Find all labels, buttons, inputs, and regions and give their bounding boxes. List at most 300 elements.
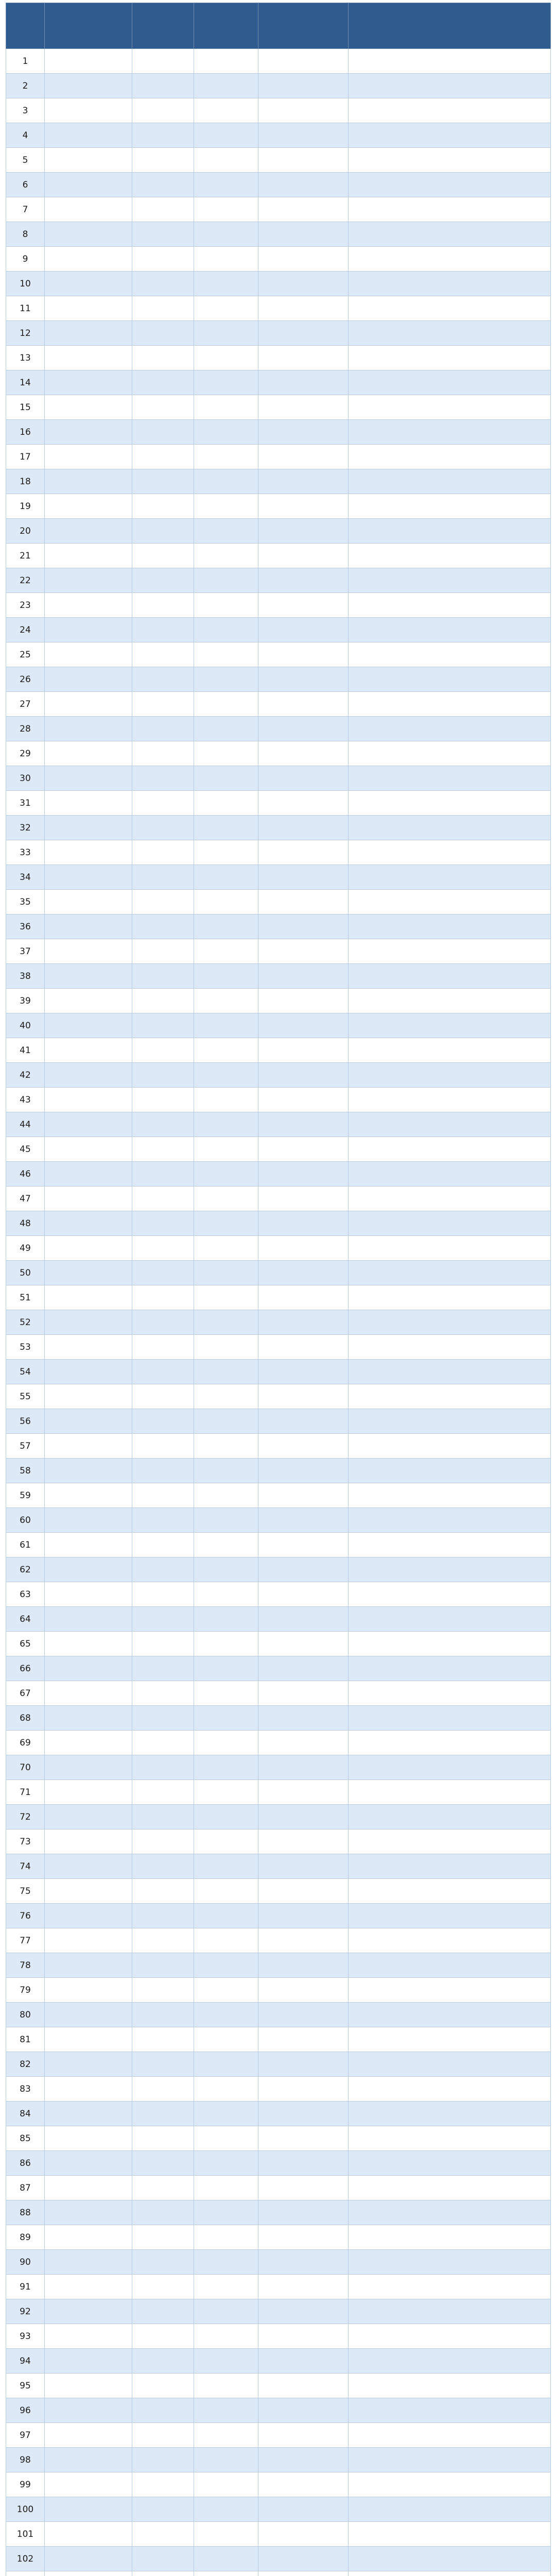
- table-row[interactable]: [6, 321, 551, 346]
- cell-fee-category: [194, 1854, 258, 1879]
- cell-space-count: [132, 2200, 194, 2225]
- cell-index: 62: [6, 1557, 45, 1582]
- table-row[interactable]: [6, 1409, 551, 1434]
- cell-space-count: [132, 791, 194, 816]
- table-row[interactable]: [6, 865, 551, 890]
- table-row[interactable]: [6, 2423, 551, 2448]
- cell-turnover-rate: [258, 1409, 349, 1434]
- cell-note: [349, 939, 551, 964]
- cell-index: 56: [6, 1409, 45, 1434]
- table-row[interactable]: [6, 74, 551, 98]
- table-row[interactable]: [6, 2547, 551, 2571]
- table-row[interactable]: [6, 1335, 551, 1360]
- cell-fee-category: [194, 1829, 258, 1854]
- table-row[interactable]: [6, 1038, 551, 1063]
- table-row[interactable]: [6, 1953, 551, 1978]
- table-row[interactable]: [6, 692, 551, 717]
- table-row[interactable]: [6, 1607, 551, 1632]
- table-row[interactable]: [6, 1706, 551, 1731]
- table-row[interactable]: [6, 1755, 551, 1780]
- table-row[interactable]: [6, 1187, 551, 1211]
- table-row[interactable]: [6, 989, 551, 1013]
- cell-space-count: [132, 1459, 194, 1483]
- cell-turnover-rate: [258, 2547, 349, 2571]
- cell-space-count: [132, 1088, 194, 1112]
- cell-space-count: [132, 2077, 194, 2102]
- cell-lot-name: [45, 2250, 132, 2275]
- header-fee-category[interactable]: [194, 3, 258, 49]
- cell-turnover-rate: [258, 2448, 349, 2472]
- cell-index: 55: [6, 1384, 45, 1409]
- cell-space-count: [132, 544, 194, 568]
- table-row[interactable]: [6, 469, 551, 494]
- table-row[interactable]: [6, 2497, 551, 2522]
- cell-index: 37: [6, 939, 45, 964]
- cell-lot-name: [45, 1632, 132, 1656]
- cell-fee-category: [194, 321, 258, 346]
- cell-space-count: [132, 1483, 194, 1508]
- table-row[interactable]: [6, 1285, 551, 1310]
- cell-lot-name: [45, 1459, 132, 1483]
- cell-turnover-rate: [258, 2299, 349, 2324]
- cell-fee-category: [194, 544, 258, 568]
- table-header-row: [6, 3, 551, 49]
- cell-turnover-rate: [258, 346, 349, 370]
- table-row[interactable]: [6, 2027, 551, 2052]
- table-row[interactable]: [6, 766, 551, 791]
- cell-turnover-rate: [258, 519, 349, 544]
- cell-lot-name: [45, 2398, 132, 2423]
- table-row[interactable]: [6, 395, 551, 420]
- cell-note: [349, 692, 551, 717]
- table-row[interactable]: [6, 1112, 551, 1137]
- table-row[interactable]: [6, 1829, 551, 1854]
- cell-lot-name: [45, 1533, 132, 1557]
- cell-turnover-rate: [258, 1607, 349, 1632]
- cell-turnover-rate: [258, 1038, 349, 1063]
- cell-index: 1: [6, 49, 45, 74]
- cell-turnover-rate: [258, 618, 349, 642]
- cell-index: 3: [6, 98, 45, 123]
- cell-turnover-rate: [258, 222, 349, 247]
- cell-turnover-rate: [258, 74, 349, 98]
- cell-index: 86: [6, 2151, 45, 2176]
- table-row[interactable]: [6, 2200, 551, 2225]
- cell-lot-name: [45, 1112, 132, 1137]
- table-row[interactable]: [6, 296, 551, 321]
- table-row[interactable]: [6, 1731, 551, 1755]
- table-row[interactable]: [6, 1063, 551, 1088]
- cell-turnover-rate: [258, 2275, 349, 2299]
- cell-index: 49: [6, 1236, 45, 1261]
- table-row[interactable]: [6, 1483, 551, 1508]
- cell-note: [349, 642, 551, 667]
- table-row[interactable]: [6, 1780, 551, 1805]
- cell-space-count: [132, 1780, 194, 1805]
- cell-note: [349, 1310, 551, 1335]
- cell-lot-name: [45, 272, 132, 296]
- table-row[interactable]: [6, 1854, 551, 1879]
- cell-fee-category: [194, 296, 258, 321]
- table-row[interactable]: [6, 1384, 551, 1409]
- table-row[interactable]: [6, 2299, 551, 2324]
- parking-rate-sheet: [6, 3, 550, 2576]
- table-row[interactable]: [6, 2102, 551, 2126]
- cell-lot-name: [45, 1978, 132, 2003]
- cell-index: 8: [6, 222, 45, 247]
- table-row[interactable]: [6, 1632, 551, 1656]
- cell-fee-category: [194, 1706, 258, 1731]
- cell-lot-name: [45, 222, 132, 247]
- table-row[interactable]: [6, 346, 551, 370]
- cell-lot-name: [45, 2225, 132, 2250]
- cell-lot-name: [45, 1854, 132, 1879]
- cell-index: 39: [6, 989, 45, 1013]
- table-row[interactable]: [6, 2250, 551, 2275]
- table-row[interactable]: [6, 2176, 551, 2200]
- table-row[interactable]: [6, 1904, 551, 1928]
- header-index[interactable]: [6, 3, 45, 49]
- cell-fee-category: [194, 2398, 258, 2423]
- table-row[interactable]: [6, 1236, 551, 1261]
- cell-turnover-rate: [258, 1384, 349, 1409]
- cell-index: 23: [6, 593, 45, 618]
- table-row[interactable]: [6, 2275, 551, 2299]
- table-row[interactable]: [6, 2571, 551, 2576]
- cell-space-count: [132, 2225, 194, 2250]
- cell-index: 25: [6, 642, 45, 667]
- cell-note: [349, 2027, 551, 2052]
- cell-index: 76: [6, 1904, 45, 1928]
- cell-index: 5: [6, 148, 45, 173]
- table-row[interactable]: [6, 173, 551, 197]
- table-row[interactable]: [6, 1434, 551, 1459]
- cell-fee-category: [194, 1137, 258, 1162]
- parking-table: [6, 3, 551, 2576]
- cell-turnover-rate: [258, 766, 349, 791]
- cell-fee-category: [194, 1681, 258, 1706]
- cell-turnover-rate: [258, 1310, 349, 1335]
- table-row[interactable]: [6, 667, 551, 692]
- table-row[interactable]: [6, 2374, 551, 2398]
- table-row[interactable]: [6, 593, 551, 618]
- table-row[interactable]: [6, 618, 551, 642]
- cell-fee-category: [194, 1731, 258, 1755]
- cell-turnover-rate: [258, 2077, 349, 2102]
- table-row[interactable]: [6, 544, 551, 568]
- cell-index: 4: [6, 123, 45, 148]
- cell-space-count: [132, 197, 194, 222]
- cell-space-count: [132, 1632, 194, 1656]
- table-row[interactable]: [6, 2225, 551, 2250]
- cell-note: [349, 1112, 551, 1137]
- table-row[interactable]: [6, 1582, 551, 1607]
- table-row[interactable]: [6, 1088, 551, 1112]
- cell-index: 82: [6, 2052, 45, 2077]
- table-row[interactable]: [6, 791, 551, 816]
- cell-space-count: [132, 2052, 194, 2077]
- cell-fee-category: [194, 1384, 258, 1409]
- cell-turnover-rate: [258, 1459, 349, 1483]
- cell-space-count: [132, 1731, 194, 1755]
- table-row[interactable]: [6, 370, 551, 395]
- table-row[interactable]: [6, 1137, 551, 1162]
- cell-space-count: [132, 1706, 194, 1731]
- cell-turnover-rate: [258, 2250, 349, 2275]
- cell-note: [349, 1706, 551, 1731]
- cell-space-count: [132, 1508, 194, 1533]
- table-row[interactable]: [6, 49, 551, 74]
- cell-fee-category: [194, 568, 258, 593]
- cell-lot-name: [45, 1137, 132, 1162]
- table-row[interactable]: [6, 2003, 551, 2027]
- cell-note: [349, 2052, 551, 2077]
- cell-index: 96: [6, 2398, 45, 2423]
- cell-lot-name: [45, 1755, 132, 1780]
- cell-fee-category: [194, 989, 258, 1013]
- cell-turnover-rate: [258, 395, 349, 420]
- cell-fee-category: [194, 272, 258, 296]
- cell-space-count: [132, 1310, 194, 1335]
- cell-space-count: [132, 1236, 194, 1261]
- cell-space-count: [132, 2324, 194, 2349]
- table-row[interactable]: [6, 1360, 551, 1384]
- table-row[interactable]: [6, 964, 551, 989]
- cell-lot-name: [45, 1656, 132, 1681]
- cell-note: [349, 445, 551, 469]
- cell-note: [349, 741, 551, 766]
- table-row[interactable]: [6, 2472, 551, 2497]
- table-row[interactable]: [6, 2126, 551, 2151]
- table-row[interactable]: [6, 2151, 551, 2176]
- cell-note: [349, 1780, 551, 1805]
- cell-note: [349, 395, 551, 420]
- table-row[interactable]: [6, 1261, 551, 1285]
- table-row[interactable]: [6, 568, 551, 593]
- cell-note: [349, 1508, 551, 1533]
- cell-note: [349, 1879, 551, 1904]
- table-row[interactable]: [6, 222, 551, 247]
- cell-index: 57: [6, 1434, 45, 1459]
- cell-turnover-rate: [258, 1854, 349, 1879]
- cell-lot-name: [45, 840, 132, 865]
- cell-fee-category: [194, 717, 258, 741]
- header-turnover-rate[interactable]: [258, 3, 349, 49]
- cell-turnover-rate: [258, 939, 349, 964]
- cell-lot-name: [45, 568, 132, 593]
- cell-fee-category: [194, 2324, 258, 2349]
- table-row[interactable]: [6, 840, 551, 865]
- cell-fee-category: [194, 74, 258, 98]
- cell-space-count: [132, 1978, 194, 2003]
- cell-turnover-rate: [258, 2324, 349, 2349]
- cell-space-count: [132, 914, 194, 939]
- table-row[interactable]: [6, 2522, 551, 2547]
- table-row[interactable]: [6, 741, 551, 766]
- cell-index: 101: [6, 2522, 45, 2547]
- table-row[interactable]: [6, 98, 551, 123]
- cell-space-count: [132, 1360, 194, 1384]
- table-row[interactable]: [6, 1013, 551, 1038]
- cell-fee-category: [194, 642, 258, 667]
- cell-lot-name: [45, 469, 132, 494]
- table-row[interactable]: [6, 197, 551, 222]
- table-row[interactable]: [6, 1459, 551, 1483]
- cell-index: 22: [6, 568, 45, 593]
- cell-space-count: [132, 494, 194, 519]
- cell-note: [349, 593, 551, 618]
- cell-note: [349, 2398, 551, 2423]
- table-row[interactable]: [6, 1978, 551, 2003]
- cell-lot-name: [45, 692, 132, 717]
- cell-turnover-rate: [258, 1533, 349, 1557]
- cell-lot-name: [45, 2126, 132, 2151]
- cell-note: [349, 148, 551, 173]
- cell-lot-name: [45, 2448, 132, 2472]
- header-note[interactable]: [349, 3, 551, 49]
- header-space-count[interactable]: [132, 3, 194, 49]
- table-row[interactable]: [6, 1557, 551, 1582]
- cell-note: [349, 568, 551, 593]
- cell-note: [349, 2497, 551, 2522]
- table-row[interactable]: [6, 2077, 551, 2102]
- cell-index: 79: [6, 1978, 45, 2003]
- cell-note: [349, 791, 551, 816]
- cell-lot-name: [45, 148, 132, 173]
- table-row[interactable]: [6, 1805, 551, 1829]
- cell-lot-name: [45, 445, 132, 469]
- cell-index: 77: [6, 1928, 45, 1953]
- header-lot-name[interactable]: [45, 3, 132, 49]
- cell-space-count: [132, 1038, 194, 1063]
- cell-index: 72: [6, 1805, 45, 1829]
- cell-turnover-rate: [258, 791, 349, 816]
- table-row[interactable]: [6, 272, 551, 296]
- cell-fee-category: [194, 2448, 258, 2472]
- cell-index: 34: [6, 865, 45, 890]
- cell-index: 83: [6, 2077, 45, 2102]
- cell-index: 50: [6, 1261, 45, 1285]
- table-row[interactable]: [6, 1656, 551, 1681]
- cell-turnover-rate: [258, 2176, 349, 2200]
- table-row[interactable]: [6, 2052, 551, 2077]
- cell-space-count: [132, 1953, 194, 1978]
- cell-turnover-rate: [258, 692, 349, 717]
- table-row[interactable]: [6, 1211, 551, 1236]
- cell-fee-category: [194, 98, 258, 123]
- table-row[interactable]: [6, 420, 551, 445]
- cell-space-count: [132, 989, 194, 1013]
- table-row[interactable]: [6, 2398, 551, 2423]
- cell-note: [349, 1434, 551, 1459]
- cell-space-count: [132, 2497, 194, 2522]
- cell-lot-name: [45, 964, 132, 989]
- cell-lot-name: [45, 2472, 132, 2497]
- cell-fee-category: [194, 1013, 258, 1038]
- cell-space-count: [132, 1582, 194, 1607]
- cell-lot-name: [45, 865, 132, 890]
- table-row[interactable]: [6, 890, 551, 914]
- cell-note: [349, 370, 551, 395]
- cell-index: [6, 2571, 45, 2576]
- cell-fee-category: [194, 1335, 258, 1360]
- cell-turnover-rate: [258, 816, 349, 840]
- cell-index: 26: [6, 667, 45, 692]
- table-row[interactable]: [6, 494, 551, 519]
- cell-turnover-rate: [258, 1088, 349, 1112]
- cell-lot-name: [45, 2200, 132, 2225]
- table-row[interactable]: [6, 1879, 551, 1904]
- cell-space-count: [132, 1854, 194, 1879]
- cell-fee-category: [194, 2200, 258, 2225]
- table-row[interactable]: [6, 1533, 551, 1557]
- table-row[interactable]: [6, 1928, 551, 1953]
- cell-space-count: [132, 2398, 194, 2423]
- cell-lot-name: [45, 2299, 132, 2324]
- table-row[interactable]: [6, 1681, 551, 1706]
- table-row[interactable]: [6, 914, 551, 939]
- cell-note: [349, 2547, 551, 2571]
- cell-turnover-rate: [258, 1211, 349, 1236]
- cell-fee-category: [194, 1904, 258, 1928]
- cell-note: [349, 346, 551, 370]
- cell-space-count: [132, 692, 194, 717]
- cell-note: [349, 2250, 551, 2275]
- cell-space-count: [132, 642, 194, 667]
- table-row[interactable]: [6, 123, 551, 148]
- table-row[interactable]: [6, 519, 551, 544]
- table-row[interactable]: [6, 717, 551, 741]
- table-row[interactable]: [6, 2448, 551, 2472]
- table-row[interactable]: [6, 642, 551, 667]
- table-row[interactable]: [6, 2324, 551, 2349]
- table-row[interactable]: [6, 1310, 551, 1335]
- cell-fee-category: [194, 2571, 258, 2576]
- table-row[interactable]: [6, 1162, 551, 1187]
- table-row[interactable]: [6, 445, 551, 469]
- table-row[interactable]: [6, 247, 551, 272]
- table-row[interactable]: [6, 2349, 551, 2374]
- cell-lot-name: [45, 1409, 132, 1434]
- cell-lot-name: [45, 2003, 132, 2027]
- cell-space-count: [132, 445, 194, 469]
- cell-fee-category: [194, 2547, 258, 2571]
- cell-turnover-rate: [258, 2398, 349, 2423]
- cell-lot-name: [45, 1607, 132, 1632]
- cell-space-count: [132, 222, 194, 247]
- cell-note: [349, 1137, 551, 1162]
- cell-turnover-rate: [258, 2003, 349, 2027]
- cell-lot-name: [45, 1780, 132, 1805]
- table-row[interactable]: [6, 939, 551, 964]
- cell-lot-name: [45, 1261, 132, 1285]
- cell-turnover-rate: [258, 1681, 349, 1706]
- cell-space-count: [132, 1063, 194, 1088]
- cell-note: [349, 296, 551, 321]
- cell-note: [349, 420, 551, 445]
- cell-index: 41: [6, 1038, 45, 1063]
- cell-note: [349, 1904, 551, 1928]
- cell-fee-category: [194, 1805, 258, 1829]
- table-row[interactable]: [6, 148, 551, 173]
- cell-index: 75: [6, 1879, 45, 1904]
- table-row[interactable]: [6, 1508, 551, 1533]
- table-row[interactable]: [6, 816, 551, 840]
- cell-lot-name: [45, 1335, 132, 1360]
- cell-space-count: [132, 1681, 194, 1706]
- cell-turnover-rate: [258, 642, 349, 667]
- cell-space-count: [132, 2102, 194, 2126]
